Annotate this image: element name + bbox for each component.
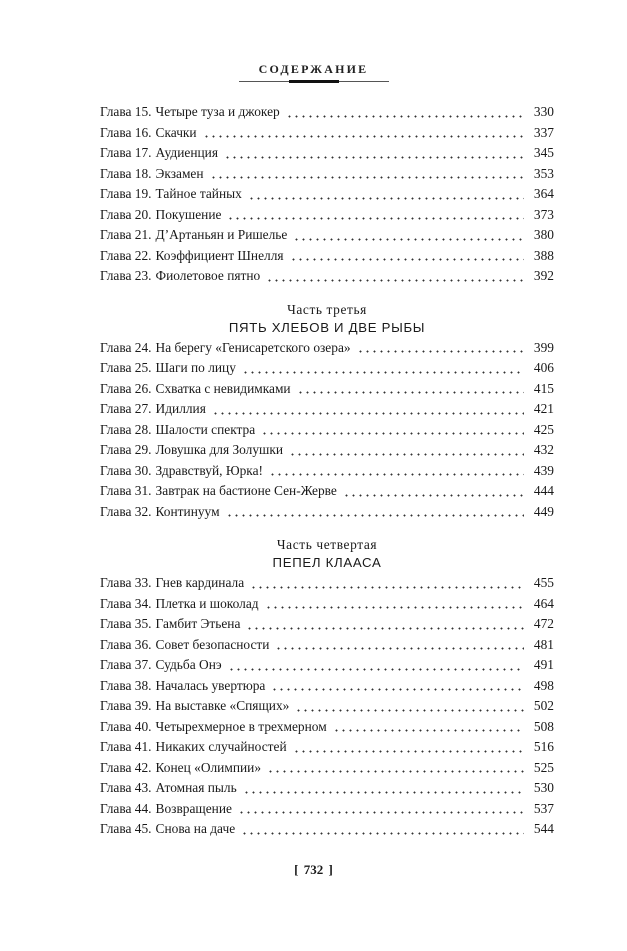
chapter-title: Покушение: [155, 206, 222, 222]
toc-entry: [100, 778, 554, 799]
chapter-number: Глава 22.: [100, 247, 152, 263]
chapter-title: Д’Артаньян и Ришелье: [155, 227, 288, 242]
header-title: СОДЕРЖАНИЕ: [258, 62, 369, 76]
chapter-title: Началась увертюра: [155, 677, 266, 693]
page-reference: 364: [533, 186, 554, 201]
page-number: [0, 862, 627, 878]
chapter-number: Глава 43.: [100, 780, 152, 795]
page-reference: 498: [533, 677, 554, 693]
chapter-title: На выставке «Спящих»: [155, 698, 290, 713]
folio-number: 732: [303, 862, 324, 877]
chapter-title: Гнев кардинала: [155, 575, 245, 590]
dot-leader: [286, 115, 524, 118]
dot-leader: [212, 412, 524, 415]
chapter-title: Совет безопасности: [155, 636, 270, 652]
dot-leader: [210, 176, 524, 179]
page-reference: 449: [533, 503, 554, 519]
chapter-number: Глава 24.: [100, 339, 152, 355]
dot-leader: [227, 217, 524, 220]
chapter-number: Глава 42.: [100, 759, 152, 775]
toc-entry: [100, 143, 554, 164]
chapter-title: Идиллия: [155, 401, 206, 416]
dot-leader: [228, 668, 524, 671]
toc-entry: [100, 399, 554, 420]
dot-leader: [343, 494, 524, 497]
chapter-title: Коэффициент Шнелля: [155, 247, 284, 263]
table-of-contents: [100, 102, 554, 840]
page-reference: 425: [533, 421, 554, 437]
page-reference: 353: [533, 165, 554, 181]
chapter-title: Ловушка для Золушки: [155, 442, 284, 457]
page-reference: 516: [533, 739, 554, 754]
toc-entry: [100, 461, 554, 482]
chapter-number: Глава 15.: [100, 104, 152, 119]
chapter-number: Глава 35.: [100, 616, 152, 631]
chapter-title: Атомная пыль: [155, 780, 237, 795]
chapter-title: Скачки: [155, 124, 197, 140]
folio-right-bracket: ]: [328, 862, 333, 877]
dot-leader: [266, 279, 524, 282]
dot-leader: [269, 473, 524, 476]
dot-leader: [250, 586, 524, 589]
header-rule: [239, 81, 389, 82]
page-reference: 464: [533, 595, 554, 611]
page-reference: 388: [533, 247, 554, 263]
chapter-title: Шаги по лицу: [155, 360, 236, 375]
toc-entry: [100, 440, 554, 461]
chapter-number: Глава 20.: [100, 206, 152, 222]
chapter-title: Гамбит Этьена: [155, 616, 241, 631]
dot-leader: [241, 832, 524, 835]
dot-leader: [248, 197, 524, 200]
page-reference: 399: [533, 339, 554, 355]
chapter-number: Глава 16.: [100, 124, 152, 140]
dot-leader: [246, 627, 524, 630]
page-reference: 432: [533, 442, 554, 457]
chapter-title: Судьба Онэ: [155, 657, 222, 672]
toc-entry: [100, 164, 554, 185]
folio-left-bracket: [: [294, 862, 299, 877]
toc-entry: [100, 573, 554, 594]
page-reference: 439: [533, 462, 554, 478]
dot-leader: [267, 770, 524, 773]
page-reference: 392: [533, 268, 554, 283]
chapter-title: Аудиенция: [155, 145, 218, 160]
chapter-number: Глава 29.: [100, 442, 152, 457]
toc-entry: [100, 502, 554, 523]
chapter-number: Глава 32.: [100, 503, 152, 519]
chapter-number: Глава 40.: [100, 718, 152, 734]
chapter-number: Глава 41.: [100, 739, 152, 754]
chapter-title: Фиолетовое пятно: [155, 268, 261, 283]
chapter-number: Глава 26.: [100, 380, 152, 396]
toc-entry: [100, 358, 554, 379]
chapter-title: Снова на даче: [155, 821, 236, 836]
page-reference: 373: [533, 206, 554, 222]
dot-leader: [357, 350, 524, 353]
dot-leader: [293, 238, 524, 241]
chapter-title: Шалости спектра: [155, 421, 256, 437]
toc-entry: [100, 379, 554, 400]
toc-entry: [100, 225, 554, 246]
dot-leader: [265, 606, 524, 609]
chapter-title: Экзамен: [155, 165, 204, 181]
dot-leader: [271, 688, 524, 691]
toc-entry: [100, 123, 554, 144]
part-label: Часть четвертая: [276, 537, 378, 552]
page-reference: 537: [533, 800, 554, 816]
chapter-number: Глава 45.: [100, 821, 152, 836]
chapter-number: Глава 23.: [100, 268, 152, 283]
chapter-number: Глава 36.: [100, 636, 152, 652]
toc-entry: [100, 266, 554, 287]
page-reference: 415: [533, 380, 554, 396]
toc-entry: [100, 481, 554, 502]
chapter-title: Здравствуй, Юрка!: [155, 462, 263, 478]
page-reference: 491: [533, 657, 554, 672]
part-name: ПЕПЕЛ КЛААСА: [272, 555, 382, 570]
toc-entry: [100, 246, 554, 267]
toc-entry: [100, 205, 554, 226]
chapter-title: Схватка с невидимками: [155, 380, 291, 396]
chapter-title: Тайное тайных: [155, 186, 242, 201]
chapter-number: Глава 30.: [100, 462, 152, 478]
part-label: Часть третья: [287, 301, 367, 317]
part-heading: [100, 536, 554, 571]
chapter-title: Никаких случайностей: [155, 739, 287, 754]
dot-leader: [290, 258, 524, 261]
chapter-number: Глава 28.: [100, 421, 152, 437]
page-reference: 330: [533, 104, 554, 119]
running-header: [0, 62, 627, 82]
toc-entry: [100, 420, 554, 441]
chapter-number: Глава 27.: [100, 401, 152, 416]
toc-entry: [100, 737, 554, 758]
page-reference: 421: [533, 401, 554, 416]
chapter-number: Глава 37.: [100, 657, 152, 672]
dot-leader: [224, 156, 524, 159]
chapter-title: Возвращение: [155, 800, 232, 816]
toc-entry: [100, 614, 554, 635]
chapter-number: Глава 31.: [100, 483, 152, 498]
dot-leader: [297, 391, 524, 394]
chapter-number: Глава 44.: [100, 800, 152, 816]
toc-entry: [100, 758, 554, 779]
dot-leader: [261, 432, 524, 435]
toc-entry: [100, 655, 554, 676]
chapter-title: Континуум: [155, 503, 220, 519]
chapter-title: Конец «Олимпии»: [155, 759, 262, 775]
toc-entry: [100, 635, 554, 656]
dot-leader: [333, 729, 524, 732]
chapter-title: Четыре туза и джокер: [155, 104, 280, 119]
dot-leader: [289, 453, 524, 456]
toc-entry: [100, 717, 554, 738]
toc-entry: [100, 338, 554, 359]
page-reference: 525: [533, 759, 554, 775]
chapter-number: Глава 19.: [100, 186, 152, 201]
page-reference: 406: [533, 360, 554, 375]
chapter-number: Глава 33.: [100, 575, 152, 590]
chapter-title: Четырехмерное в трехмерном: [155, 718, 327, 734]
part-heading: [100, 301, 554, 336]
dot-leader: [243, 791, 524, 794]
dot-leader: [293, 750, 524, 753]
chapter-number: Глава 34.: [100, 595, 152, 611]
page-reference: 508: [533, 718, 554, 734]
toc-entry: [100, 799, 554, 820]
page-reference: 544: [533, 821, 554, 836]
chapter-title: На берегу «Генисаретского озера»: [155, 339, 351, 355]
dot-leader: [203, 135, 524, 138]
part-name: ПЯТЬ ХЛЕБОВ И ДВЕ РЫБЫ: [228, 319, 426, 335]
page-reference: 380: [533, 227, 554, 242]
dot-leader: [226, 514, 524, 517]
toc-entry: [100, 696, 554, 717]
page-reference: 481: [533, 636, 554, 652]
chapter-number: Глава 39.: [100, 698, 152, 713]
toc-entry: [100, 676, 554, 697]
page-reference: 530: [533, 780, 554, 795]
dot-leader: [295, 709, 524, 712]
chapter-number: Глава 38.: [100, 677, 152, 693]
dot-leader: [238, 811, 524, 814]
page-reference: 337: [533, 124, 554, 140]
toc-entry: [100, 102, 554, 123]
page-reference: 502: [533, 698, 554, 713]
toc-entry: [100, 184, 554, 205]
chapter-number: Глава 17.: [100, 145, 152, 160]
toc-entry: [100, 819, 554, 840]
page-reference: 472: [533, 616, 554, 631]
page-reference: 444: [533, 483, 554, 498]
chapter-number: Глава 18.: [100, 165, 152, 181]
chapter-number: Глава 25.: [100, 360, 152, 375]
chapter-number: Глава 21.: [100, 227, 152, 242]
dot-leader: [275, 647, 524, 650]
page-reference: 345: [533, 145, 554, 160]
chapter-title: Плетка и шоколад: [155, 595, 259, 611]
dot-leader: [242, 371, 524, 374]
toc-entry: [100, 594, 554, 615]
page-reference: 455: [533, 575, 554, 590]
chapter-title: Завтрак на бастионе Сен-Жерве: [155, 483, 337, 498]
